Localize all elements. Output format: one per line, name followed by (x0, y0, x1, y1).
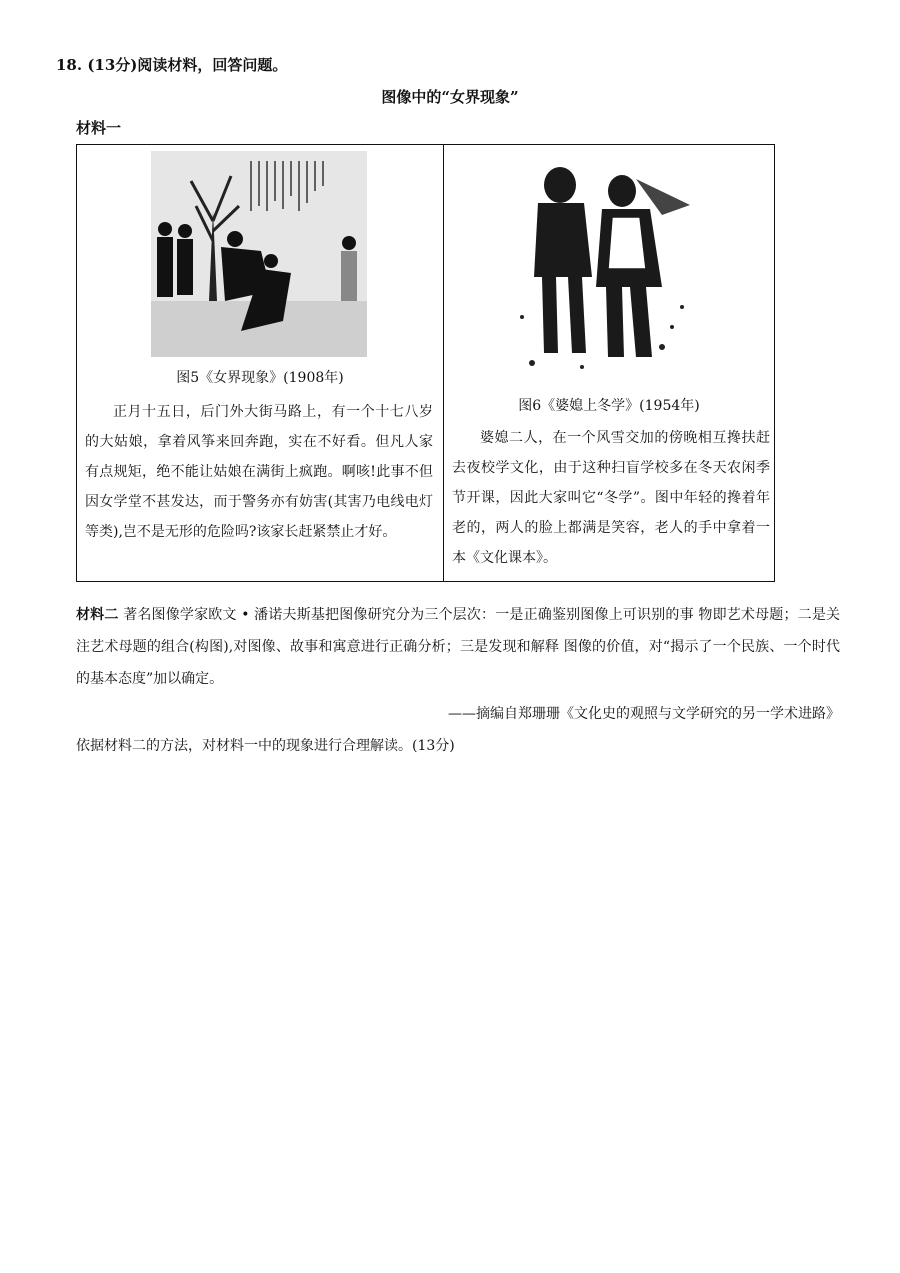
question-header: 18. (13分)阅读材料，回答问题。 (56, 56, 288, 74)
fig5-illustration (151, 151, 367, 357)
question-task: 依据材料二的方法，对材料一中的现象进行合理解读。(13分) (76, 738, 455, 754)
material2 (76, 599, 840, 695)
material1-table (76, 144, 775, 582)
fig6-illustration (512, 157, 702, 375)
fig6-cell (444, 145, 774, 581)
material2-label: 材料二 (76, 607, 119, 623)
fig6-paragraph: 婆媳二人，在一个风雪交加的傍晚相互搀扶赶去夜校学文化，由于这种扫盲学校多在冬天农闲季节开课，因此大家叫它“冬学”。图中年轻的搀着年老的，两人的脸上都满是笑容，老人的手中拿着一本《文化课本》。 (452, 430, 770, 566)
page-title: 图像中的“女界现象” (381, 88, 519, 106)
fig5-caption: 图5《女界现象》(1908年) (176, 370, 344, 386)
fig5-paragraph: 正月十五日，后门外大街马路上，有一个十七八岁的大姑娘，拿着风筝来回奔跑，实在不好看。但凡人家有点规矩，绝不能让姑娘在满街上疯跑。啊咳!此事不但因女学堂不甚发达，而于警务亦有妨害(其害乃电线电灯等类),岂不是无形的危险吗?该家长赶紧禁止才好。 (85, 404, 433, 540)
material2-source: ——摘编自郑珊珊《文化史的观照与文学研究的另一学术进路》 (448, 706, 840, 722)
material2-source-block (76, 698, 840, 762)
fig6-caption: 图6《婆媳上冬学》(1954年) (518, 398, 700, 414)
fig5-cell (77, 145, 443, 581)
material2-text: 著名图像学家欧文 • 潘诺夫斯基把图像研究分为三个层次：一是正确鉴别图像上可识别的事 物即艺术母题；二是关注艺术母题的组合(构图),对图像、故事和寓意进行正确分析；三是发现和解释 图像的价值，对“揭示了一个民族、一个时代的基本态度”加以确定。 (76, 607, 841, 687)
material1-label: 材料一 (76, 119, 122, 137)
